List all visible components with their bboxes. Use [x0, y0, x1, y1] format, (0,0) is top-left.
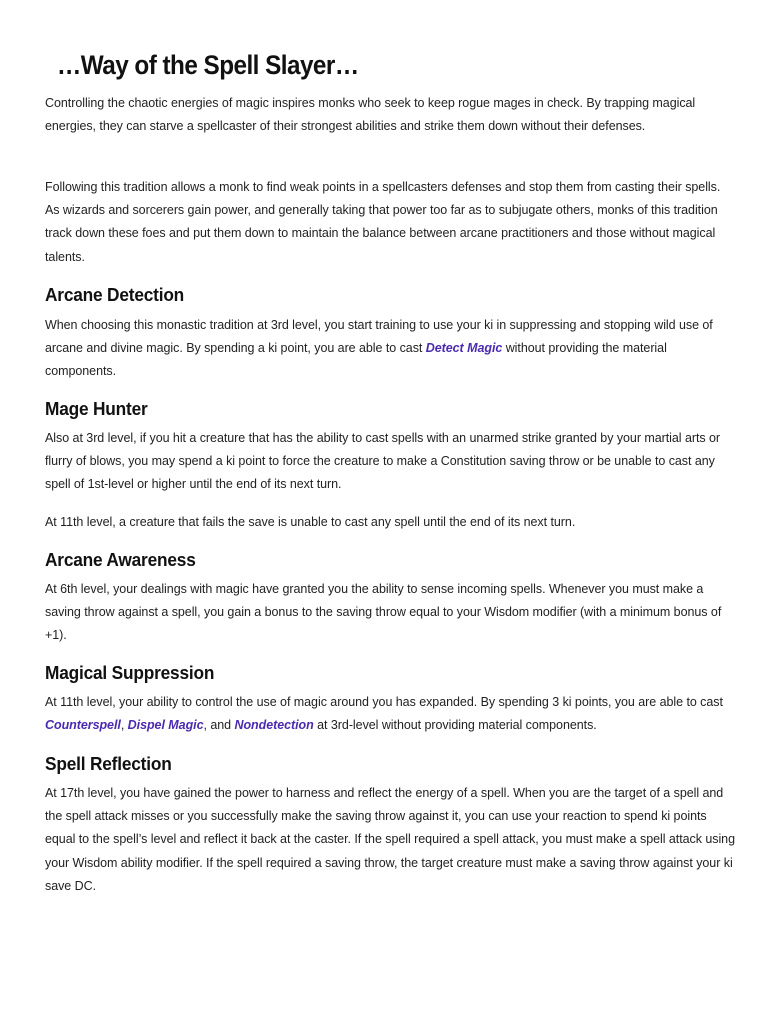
heading-arcane-detection: Arcane Detection [45, 285, 185, 305]
intro-text-2: Following this tradition allows a monk to find weak points in a spellcasters defenses and stop them from casting their spells. As wizards and sorcerers gain power, and generally taking that power too far as to subjugate others, monks of this tradition track down these foes and put them down to maintain the balance between arcane practitioners and those without magical talents. [45, 180, 721, 264]
mage-hunter-text-1: Also at 3rd level, if you hit a creature that has the ability to cast spells with an unarmed strike granted by your martial arts or flurry of blows, you may spend a ki point to force the creature to make a Constitution saving throw or be unable to cast any spell of 1st-level or higher until the end of its next turn. [45, 431, 721, 492]
section-arcane-detection [45, 285, 735, 306]
page-title: …Way of the Spell Slayer… [57, 50, 359, 80]
intro-text-1: Controlling the chaotic energies of magic inspires monks who seek to keep rogue mages in check. By trapping magical energies, they can starve a spellcaster of their strongest abilities and strike them down without their defenses. [45, 96, 696, 134]
spell-reflection-text: At 17th level, you have gained the power to harness and reflect the energy of a spell. When you are the target of a spell and the spell attack misses or you successfully make the saving throw against it, you can use your reaction to spend ki points equal to the spell’s level and reflect it back at the caster. If the spell required a spell attack, you must make a spell attack using your Wisdom ability modifier. If the spell required a saving throw, the target creature must make a saving throw against your ki save DC. [45, 786, 735, 893]
spell-link-nondetection[interactable]: Nondetection [234, 718, 314, 733]
mage-hunter-text-2: At 11th level, a creature that fails the save is unable to cast any spell until the end of its next turn. [45, 515, 576, 529]
magical-suppression-text [45, 691, 735, 737]
magical-suppression-sep-2: , and [203, 718, 235, 733]
section-arcane-awareness [45, 550, 735, 571]
intro-paragraph-2 [45, 176, 735, 269]
heading-magical-suppression: Magical Suppression [45, 663, 215, 683]
spell-link-dispel-magic[interactable]: Dispel Magic [127, 718, 204, 733]
section-magical-suppression [45, 663, 735, 684]
arcane-awareness-text: At 6th level, your dealings with magic have granted you the ability to sense incoming spells. Whenever you must make a saving throw against a spell, you gain a bonus to the saving throw equal to your Wisdom modifier (with a minimum bonus of +1). [45, 582, 722, 643]
arcane-detection-body [45, 314, 735, 384]
heading-arcane-awareness: Arcane Awareness [45, 550, 196, 570]
section-spell-reflection [45, 754, 735, 775]
mage-hunter-body-1 [45, 427, 735, 497]
spell-link-detect-magic[interactable]: Detect Magic [425, 341, 503, 356]
arcane-detection-text-before: When choosing this monastic tradition at 3rd level, you start training to use your ki in suppressing and stopping wild use of arcane and divine magic. By spending a ki point, you are able to cast [45, 318, 713, 356]
magical-suppression-body [45, 691, 735, 737]
arcane-detection-text [45, 314, 735, 384]
mage-hunter-body-2 [45, 511, 735, 534]
arcane-detection-text-after: without providing the material components. [45, 341, 667, 379]
heading-spell-reflection: Spell Reflection [45, 754, 172, 774]
heading-mage-hunter: Mage Hunter [45, 399, 148, 419]
section-mage-hunter [45, 399, 735, 420]
spell-reflection-body [45, 782, 735, 898]
magical-suppression-sep-1: , [120, 718, 128, 733]
magical-suppression-text-after: at 3rd-level without providing material components. [313, 718, 597, 733]
spell-link-counterspell[interactable]: Counterspell [45, 718, 121, 733]
intro-paragraph-1 [45, 92, 735, 138]
arcane-awareness-body [45, 578, 735, 648]
magical-suppression-text-before: At 11th level, your ability to control the use of magic around you has expanded. By spending 3 ki points, you are able to cast [45, 695, 723, 709]
